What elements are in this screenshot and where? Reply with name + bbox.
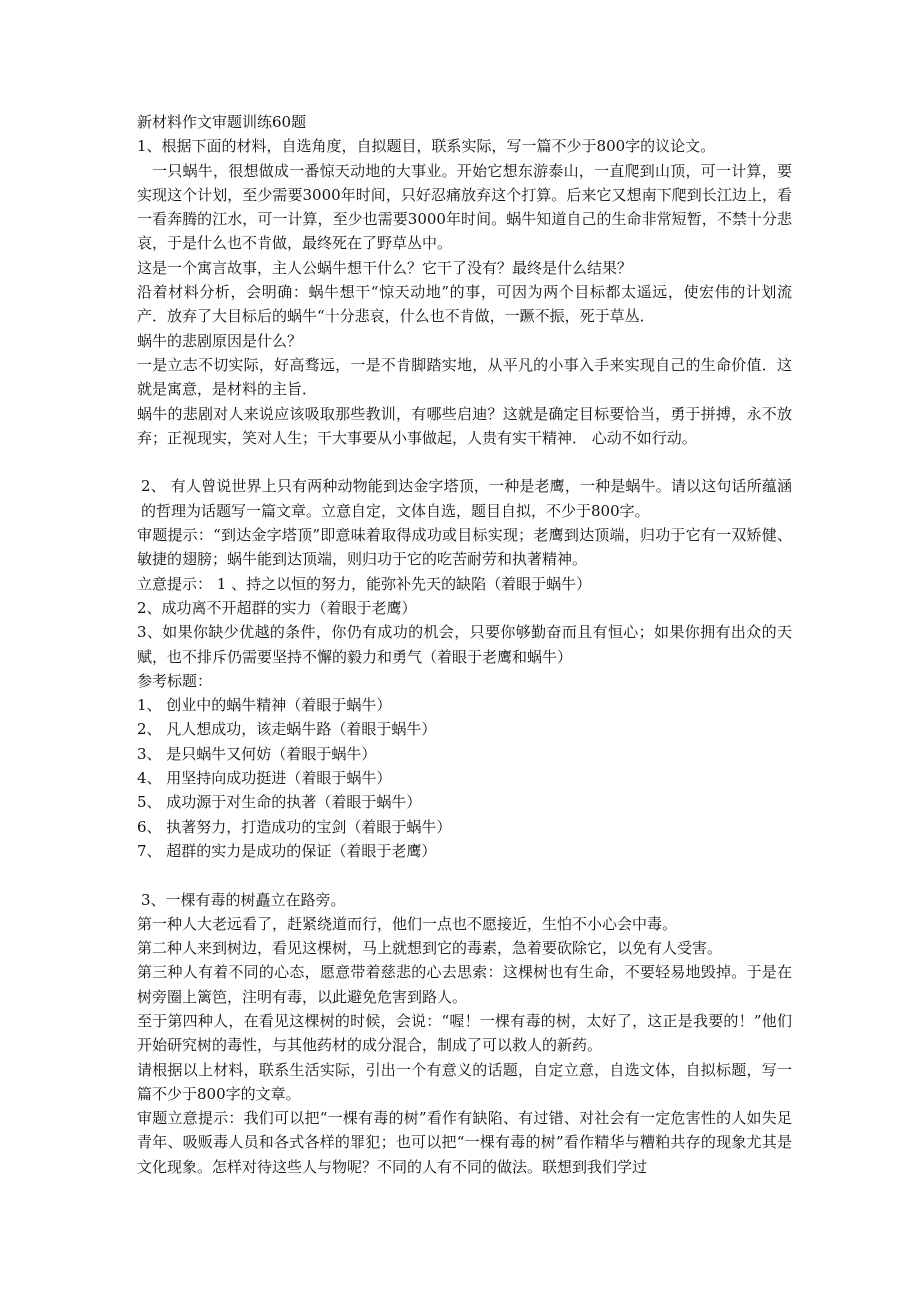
paragraph-gap <box>137 450 792 474</box>
section-1-question-2: 蜗牛的悲剧原因是什么？ <box>137 331 303 350</box>
section-3-task: 请根据以上材料，联系生活实际，引出一个有意义的话题，自定立意，自选文体，自拟标题，写一篇不少于800字的文章。 <box>137 1060 792 1103</box>
document-title: 新材料作文审题训练60题 <box>137 113 307 131</box>
section-2-hint: 审题提示：“到达金字塔顶”即意味着取得成功或目标实现；老鹰到达顶端，归功于它有一双矫健、敏捷的翅膀；蜗牛能到达顶端，则归功于它的吃苦耐劳和执著精神。 <box>137 526 792 569</box>
section-3-paragraph-2: 第二种人来到树边，看见这棵树，马上就想到它的毒素，急着要砍除它，以免有人受害。 <box>137 939 723 958</box>
section-1-lesson: 蜗牛的悲剧对人来说应该吸取那些教训，有哪些启迪？这就是确定目标要恰当，勇于拼搏，永不放弃；正视现实，笑对人生；干大事要从小事做起，人贵有实干精神． 心动不如行动。 <box>137 404 792 447</box>
section-3-prompt: 3、一棵有毒的树矗立在路旁。 <box>141 890 346 909</box>
section-3-paragraph-3: 第三种人有着不同的心态，愿意带着慈悲的心去思索：这棵树也有生命，不要轻易地毁掉。于是在树旁圈上篱笆，注明有毒，以此避免危害到路人。 <box>137 963 792 1006</box>
reference-title-item: 5、 成功源于对生命的执著（着眼于蜗牛） <box>137 793 422 812</box>
reference-title-item: 2、 凡人想成功，该走蜗牛路（着眼于蜗牛） <box>137 720 437 739</box>
reference-title-item: 1、 创业中的蜗牛精神（着眼于蜗牛） <box>137 696 392 715</box>
section-1-reason: 一是立志不切实际，好高骛远，一是不肯脚踏实地，从平凡的小事入手来实现自己的生命价值．这就是寓意，是材料的主旨． <box>137 355 792 399</box>
reference-title-item: 7、 超群的实力是成功的保证（着眼于老鹰） <box>137 841 437 860</box>
section-1-question-1: 这是一个寓言故事，主人公蜗牛想干什么？它干了没有？最终是什么结果？ <box>137 258 633 277</box>
reference-title-item: 6、 执著努力，打造成功的宝剑（着眼于蜗牛） <box>137 817 452 836</box>
section-3-hint: 审题立意提示：我们可以把“一棵有毒的树”看作有缺陷、有过错、对社会有一定危害性的人如失足青年、吸贩毒人员和各式各样的罪犯；也可以把“一棵有毒的树”看作精华与糟粕共存的现象尤其是文化现象。怎样对待这些人与物呢？不同的人有不同的做法。联想到我们学过 <box>137 1109 792 1176</box>
section-1-prompt: 1、根据下面的材料，自选角度，自拟题目，联系实际，写一篇不少于800字的议论文。 <box>137 137 716 156</box>
section-2-prompt: 2、 有人曾说世界上只有两种动物能到达金字塔顶，一种是老鹰，一种是蜗牛。请以这句话所蕴涵的哲理为话题写一篇文章。立意自定，文体自选，题目自拟，不少于800字。 <box>141 477 792 520</box>
reference-titles-label: 参考标题： <box>137 671 213 690</box>
reference-title-item: 3、 是只蜗牛又何妨（着眼于蜗牛） <box>137 744 377 763</box>
section-3-paragraph-4: 至于第四种人，在看见这棵树的时候，会说：“喔！一棵有毒的树，太好了，这正是我要的！”他们开始研究树的毒性，与其他药材的成分混合，制成了可以救人的新药。 <box>137 1011 792 1055</box>
section-1-analysis: 沿着材料分析，会明确：蜗牛想干“惊天动地”的事，可因为两个目标都太遥远，使宏伟的计划流产．放弃了大目标后的蜗牛“十分悲哀，什么也不肯做，一蹶不振，死于草丛． <box>137 283 792 326</box>
section-2-idea-2: 2、成功离不开超群的实力（着眼于老鹰） <box>137 598 417 617</box>
reference-title-item: 4、 用坚持向成功挺进（着眼于蜗牛） <box>137 769 392 788</box>
paragraph-gap <box>137 863 792 887</box>
section-1-story: 一只蜗牛，很想做成一番惊天动地的大事业。开始它想东游泰山，一直爬到山顶，可一计算，要实现这个计划，至少需要3000年时间，只好忍痛放弃这个打算。后来它又想南下爬到长江边上，看一看奔腾的江水，可一计算，至少也需要3000年时间。蜗牛知道自己的生命非常短暂，不禁十分悲哀，于是什么也不肯做，最终死在了野草丛中。 <box>137 161 792 253</box>
section-2-idea-3: 3、如果你缺少优越的条件，你仍有成功的机会，只要你够勤奋而且有恒心；如果你拥有出众的天赋，也不排斥仍需要坚持不懈的毅力和勇气（着眼于老鹰和蜗牛） <box>137 623 792 666</box>
section-3-paragraph-1: 第一种人大老远看了，赶紧绕道而行，他们一点也不愿接近，生怕不小心会中毒。 <box>137 914 678 933</box>
document-body <box>137 110 792 1179</box>
section-2-idea-1: 立意提示： 1 、持之以恒的努力，能弥补先天的缺陷（着眼于蜗牛） <box>137 574 592 593</box>
